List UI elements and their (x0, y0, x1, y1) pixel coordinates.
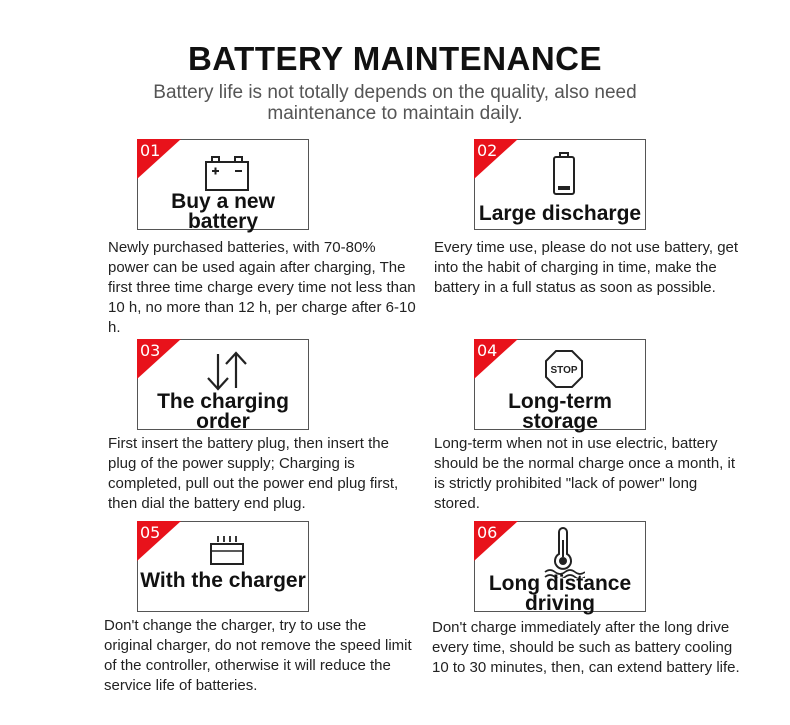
card-long-term-storage (474, 339, 646, 433)
card-buy-new-battery (137, 139, 309, 233)
card-label: Long distance driving (488, 572, 632, 615)
low-battery-icon (552, 152, 576, 201)
card-number: 05 (140, 523, 161, 542)
charger-icon (208, 534, 246, 573)
stop-sign-icon (545, 350, 583, 393)
card-number: 06 (477, 523, 498, 542)
card-label: Buy a new battery (171, 190, 275, 233)
card-large-discharge (474, 139, 646, 230)
card-description: Don't change the charger, try to use the original charger, do not remove the speed limit of the controller, otherwise it will reduce the service life of batteries. (104, 617, 412, 694)
card-number: 04 (477, 341, 498, 360)
card-label: Long-term storage (508, 390, 612, 433)
card-number: 03 (140, 341, 161, 360)
card-charging-order (137, 339, 309, 433)
card-number: 02 (477, 141, 498, 160)
card-label: With the charger (140, 569, 306, 592)
number-corner (137, 521, 181, 561)
number-corner (474, 521, 518, 561)
card-with-the-charger (137, 521, 309, 612)
card-label: Large discharge (478, 202, 642, 225)
card-description: Don't charge immediately after the long drive every time, should be such as battery cooling 10 to 30 minutes, then, can extend battery life. (432, 619, 740, 676)
page-subtitle: Battery life is not totally depends on the quality, also need maintenance to maintain daily. (153, 82, 637, 124)
card-description: First insert the battery plug, then insert the plug of the power supply; Charging is completed, pull out the power end plug first, then dial the battery end plug. (108, 435, 399, 512)
number-corner (474, 339, 518, 379)
number-corner (474, 139, 518, 179)
number-corner (137, 339, 181, 379)
card-description: Newly purchased batteries, with 70-80% power can be used again after charging, The first three time charge every time not less than 10 h, no more than 12 h, per charge after 6-10 h. (108, 239, 416, 336)
number-corner (137, 139, 181, 179)
card-label: The charging order (157, 390, 289, 433)
card-number: 01 (140, 141, 161, 160)
stop-sign-text: STOP (550, 365, 578, 376)
card-description: Long-term when not in use electric, battery should be the normal charge once a month, it is strictly prohibited "lack of power" long stored. (434, 435, 736, 512)
card-description: Every time use, please do not use battery, get into the habit of charging in time, make the battery in a full status as soon as possible. (434, 239, 739, 296)
card-long-distance-driving (474, 521, 646, 615)
page-title: BATTERY MAINTENANCE (187, 40, 603, 77)
